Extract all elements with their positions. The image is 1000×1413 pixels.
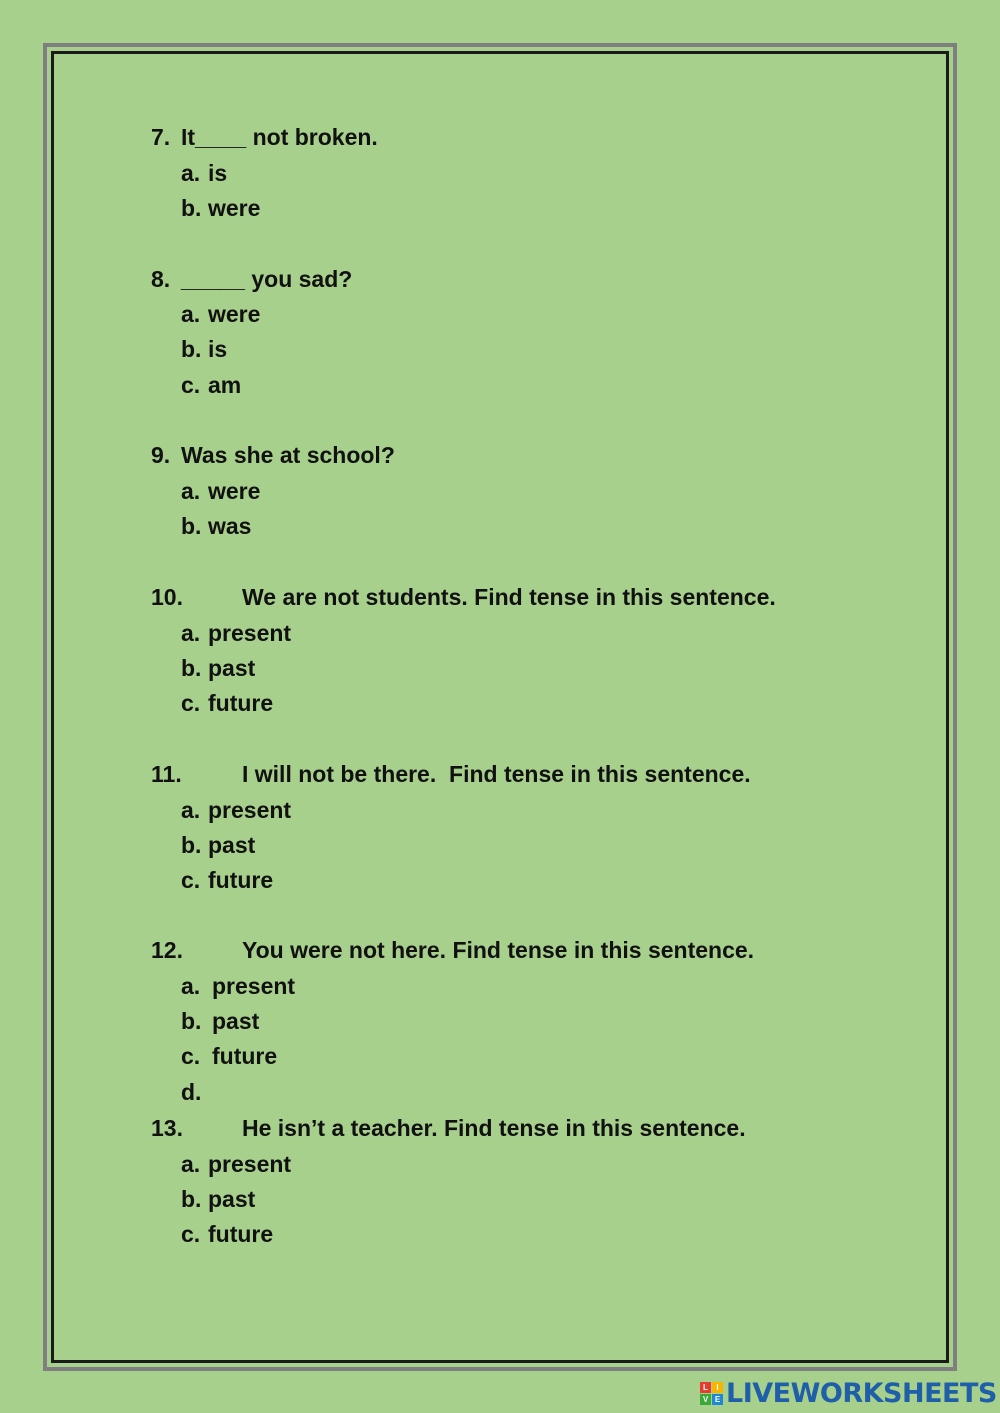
question-13 [151, 1113, 746, 1143]
option-letter: b. [181, 832, 202, 858]
option-text: future [208, 1221, 274, 1247]
option-12d[interactable] [181, 1077, 212, 1107]
option-letter: b. [181, 655, 202, 681]
question-number: 7. [151, 124, 171, 150]
question-12 [151, 935, 754, 965]
option-text: past [208, 1186, 256, 1212]
option-13b[interactable] [181, 1184, 255, 1214]
logo-letter-l: L [700, 1382, 711, 1393]
option-text: past [212, 1008, 260, 1034]
option-text: past [208, 655, 256, 681]
option-12c[interactable] [181, 1041, 277, 1071]
option-letter: a. [181, 620, 201, 646]
option-9a[interactable] [181, 476, 260, 506]
option-text: was [208, 513, 252, 539]
option-text: future [208, 690, 274, 716]
question-text: Was she at school? [181, 442, 395, 468]
question-text: You were not here. Find tense in this sentence. [242, 937, 755, 963]
option-text: were [208, 478, 261, 504]
option-text: past [208, 832, 256, 858]
option-letter: c. [181, 372, 201, 398]
option-letter: b. [181, 336, 202, 362]
question-number: 11. [151, 761, 182, 787]
question-text: He isn’t a teacher. Find tense in this sentence. [242, 1115, 746, 1141]
question-number: 8. [151, 266, 171, 292]
question-8 [151, 264, 352, 294]
option-letter: a. [181, 797, 201, 823]
liveworksheets-brand [700, 1377, 997, 1409]
question-9 [151, 440, 395, 470]
option-text: future [208, 867, 274, 893]
option-13a[interactable] [181, 1149, 291, 1179]
option-letter: a. [181, 478, 201, 504]
option-12a[interactable] [181, 971, 295, 1001]
option-letter: b. [181, 195, 202, 221]
brand-name: LIVEWORKSHEETS [726, 1377, 997, 1409]
question-text: I will not be there. Find tense in this sentence. [242, 761, 751, 787]
option-letter: b. [181, 1008, 202, 1034]
question-text: It____ not broken. [181, 124, 378, 150]
option-10a[interactable] [181, 618, 291, 648]
question-11 [151, 759, 751, 789]
liveworksheets-logo-icon [700, 1382, 723, 1405]
question-7 [151, 122, 378, 152]
option-text: is [208, 160, 228, 186]
question-number: 12. [151, 937, 183, 963]
option-letter: c. [181, 690, 201, 716]
option-letter: a. [181, 160, 201, 186]
option-letter: a. [181, 1151, 201, 1177]
question-text: _____ you sad? [181, 266, 353, 292]
option-text: were [208, 195, 261, 221]
option-letter: b. [181, 513, 202, 539]
option-12b[interactable] [181, 1006, 259, 1036]
option-8c[interactable] [181, 370, 241, 400]
option-text: future [212, 1043, 278, 1069]
logo-letter-i: I [712, 1382, 723, 1393]
option-letter: a. [181, 973, 201, 999]
option-text: is [208, 336, 228, 362]
option-text: present [212, 973, 296, 999]
question-number: 9. [151, 442, 171, 468]
option-letter: c. [181, 1221, 201, 1247]
option-text: am [208, 372, 242, 398]
option-text: present [208, 1151, 292, 1177]
option-11a[interactable] [181, 795, 291, 825]
option-13c[interactable] [181, 1219, 273, 1249]
option-7a[interactable] [181, 158, 227, 188]
option-8b[interactable] [181, 334, 227, 364]
option-text: present [208, 797, 292, 823]
option-letter: c. [181, 1043, 201, 1069]
question-number: 13. [151, 1115, 183, 1141]
question-number: 10. [151, 584, 183, 610]
option-11b[interactable] [181, 830, 255, 860]
logo-letter-v: V [700, 1394, 711, 1405]
option-7b[interactable] [181, 193, 260, 223]
option-8a[interactable] [181, 299, 260, 329]
question-text: We are not students. Find tense in this sentence. [242, 584, 776, 610]
option-letter: b. [181, 1186, 202, 1212]
question-10 [151, 582, 776, 612]
option-letter: d. [181, 1079, 202, 1105]
option-10b[interactable] [181, 653, 255, 683]
option-letter: a. [181, 301, 201, 327]
option-9b[interactable] [181, 511, 251, 541]
option-text: present [208, 620, 292, 646]
option-11c[interactable] [181, 865, 273, 895]
option-10c[interactable] [181, 688, 273, 718]
logo-letter-e: E [712, 1394, 723, 1405]
option-letter: c. [181, 867, 201, 893]
option-text: were [208, 301, 261, 327]
